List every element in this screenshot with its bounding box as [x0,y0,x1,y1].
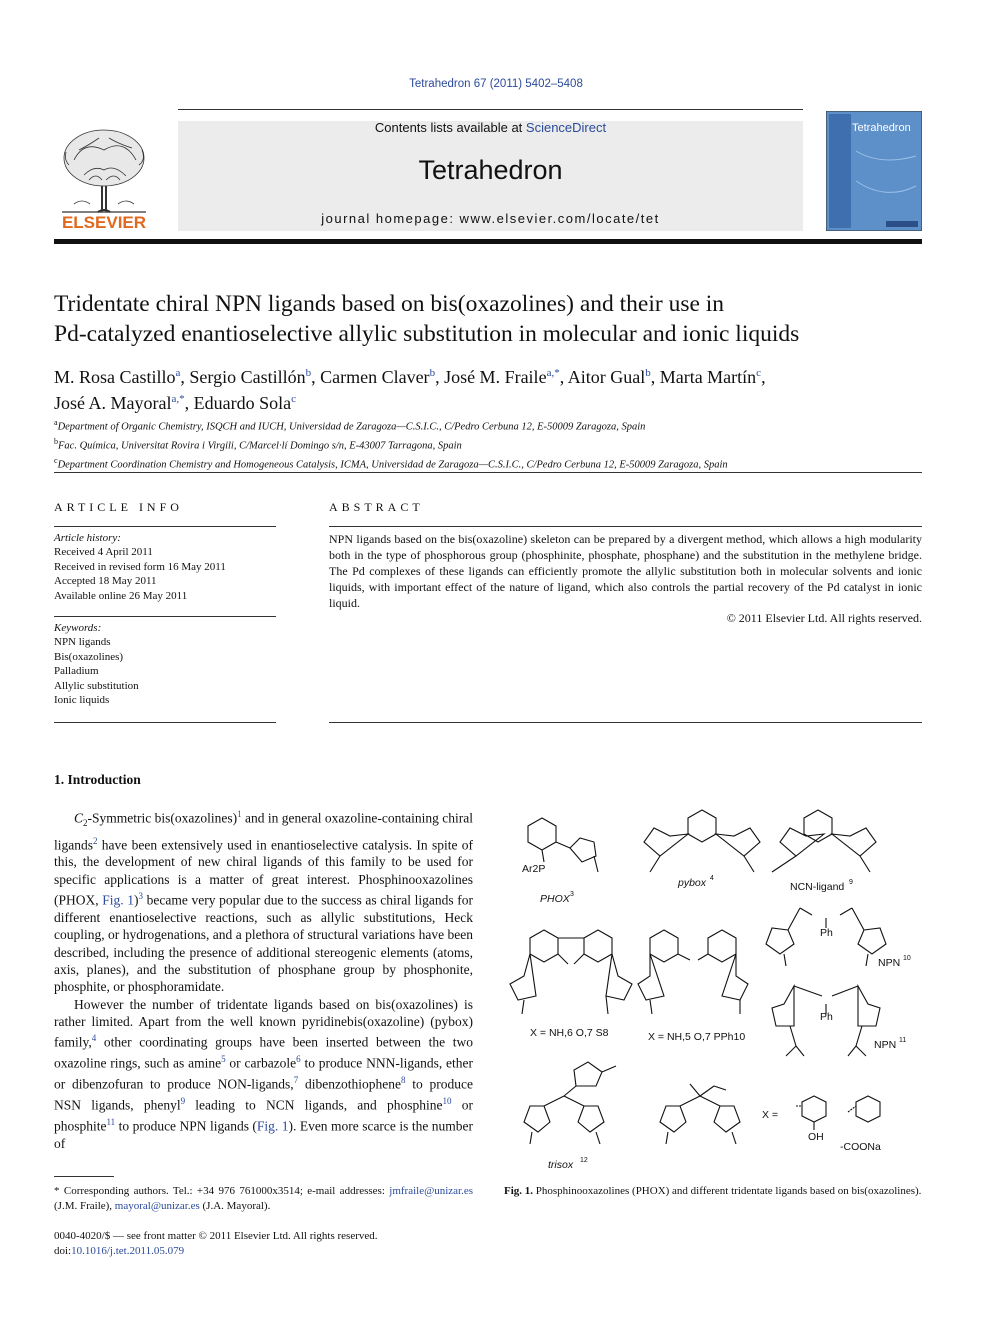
elsevier-logo [54,120,154,232]
article-info-rule [54,722,276,723]
figure-1-structures[interactable] [504,800,922,1175]
figure-caption-label: Fig. 1. [504,1185,534,1197]
diphenyl-x-structure [638,930,748,1014]
issn-block [54,1229,473,1258]
trisox-structure [524,1062,616,1144]
fig-label-phox: PHOX [540,893,570,905]
history-label: Article history: [54,532,121,544]
keyword-item: Allylic substitution [54,679,139,692]
pyridine-substituent [848,1096,880,1122]
fig-ref-pybox: 4 [710,875,714,882]
fig-label-x-eq: X = [762,1109,779,1121]
fig-label-npn11: NPN [874,1039,897,1051]
title-line: Tridentate chiral NPN ligands based on bis(oxazolines) and their use in [54,291,725,317]
keyword-item: Ionic liquids [54,694,110,707]
author-affil-sup[interactable]: a [175,367,181,379]
ref-link[interactable]: 9 [180,1095,186,1106]
keyword-item: NPN ligands [54,636,111,649]
affiliation-item [54,454,934,473]
author-name[interactable]: Marta Martín [659,367,757,387]
elsevier-tree-icon [62,130,146,212]
fig-label-x-options-2: X = NH,5 O,7 PPh10 [648,1031,746,1043]
author-name[interactable]: Aitor Gual [567,367,646,387]
author-affil-sup[interactable]: a,* [171,393,185,405]
cover-title: Tetrahedron [852,122,911,134]
author-name[interactable]: José M. Fraile [444,367,547,387]
header-bottom-rule [54,239,922,244]
fig-label-ph: Ph [820,927,833,939]
fig-ref-phox: 3 [570,891,574,898]
fig-label-pybox: pybox [678,877,707,889]
ref-link[interactable]: 1 [237,809,242,819]
phenol-substituent [796,1096,826,1130]
fig-label-npn10: NPN [878,957,901,969]
affiliation-item [54,416,934,435]
author-affil-sup[interactable]: b [429,367,436,379]
fig-ref-link[interactable]: Fig. 1 [256,1118,289,1134]
fig-ref-npn11: 11 [899,1037,907,1044]
sciencedirect-link[interactable]: ScienceDirect [525,120,607,135]
ref-link[interactable]: 3 [138,891,144,902]
fig-label-trisox: trisox [548,1159,574,1171]
abstract-rule [329,526,922,527]
author-name[interactable]: Eduardo Sola [193,393,292,413]
header-top-rule [178,109,803,110]
ref-link[interactable]: 10 [442,1095,452,1106]
fig-label-ph: Ph [820,1011,833,1023]
ref-link[interactable]: 2 [93,835,98,846]
fig-ref-npn10: 10 [903,955,911,962]
elsevier-wordmark: ELSEVIER [61,213,147,232]
issn-line: 0040-4020/$ — see front matter © 2011 Elsevier Ltd. All rights reserved. [54,1230,378,1242]
contents-prefix: Contents lists available at [374,120,526,135]
journal-name: Tetrahedron [418,155,563,185]
history-item: Accepted 18 May 2011 [54,575,157,588]
abstract-heading: ABSTRACT [329,500,424,514]
keyword-list [54,621,276,707]
abstract-text: NPN ligands based on the bis(oxazoline) skeleton can be prepared by a divergent method, which allows a high modularity both in the type of phosphorous group (phosphinite, phosphate, phosphane) and the substitution in the methylene bridge. The Pd complexes of these ligands can efficiently promote the allylic substitution both in molecular solvents and ionic liquids, with important effect of the nature of ligand, which also controls the partial recovery of the Pd catalyst in ionic liquid. [329,532,922,611]
article-title [54,289,934,349]
fig-label-x-options-1: X = NH,6 O,7 S8 [530,1027,609,1039]
author-list: M. Rosa Castillo$^a$, Sergio Castillón$^b$, Carmen Claver$^b$, José M. Fraile$^{a,*}$, Aitor Gual$^b$, Marta Martín$^c$, José A. Mayoral$^{a,*}$, Eduardo Sola$^c$ [54,367,766,413]
section-heading-introduction: 1. Introduction [54,772,141,787]
keyword-item: Palladium [54,665,99,678]
doi-link[interactable]: 10.1016/j.tet.2011.05.079 [71,1244,185,1257]
abstract-copyright: © 2011 Elsevier Ltd. All rights reserved. [726,611,922,625]
title-line: Pd-catalyzed enantioselective allylic substitution in molecular and ionic liquids [54,321,800,347]
fig-label-ar2p: Ar2P [522,863,546,875]
x-linker-structure [660,1084,740,1144]
email-link[interactable]: jmfraile@unizar.es [389,1185,474,1197]
article-info-rule [54,526,276,527]
keywords-label: Keywords: [54,622,102,634]
fig-label-oh: OH [808,1131,824,1143]
intro-paragraph: However the number of tridentate ligands based on bis(oxazolines) is rather limited. Apart from the well known pyridinebis(oxazoline) (pybox) family,$^4$ other coordinating groups have been inserted between the two oxazoline rings, such as amine$^5$ or carbazole$^6$ to produce NNN-ligands, ether or dibenzofuran to produce NON-ligands,$^7$ dibenzothiophene$^8$ to produce NSN ligands, phenyl$^9$ leading to NCN ligands, and phosphine$^{10}$ or phosphite$^{11}$ to produce NPN ligands (Fig. 1). Even more scarce is the number of [54,996,474,1151]
ref-link[interactable]: 4 [91,1033,97,1044]
journal-homepage[interactable]: journal homepage: www.elsevier.com/locate/tet [321,211,660,226]
ncn-ligand-structure [772,810,876,872]
history-item: Received 4 April 2011 [54,546,153,559]
c2-symbol: C [74,810,84,826]
author-name[interactable]: Sergio Castillón [189,367,306,387]
affiliation-item [54,435,934,454]
keyword-item: Bis(oxazolines) [54,650,124,663]
doi-line: doi:10.1016/j.tet.2011.05.079 [54,1244,185,1257]
pybox-structure [644,810,760,872]
author-affil-sup[interactable]: c [291,393,296,405]
fig-ref-trisox: 12 [580,1157,588,1164]
history-item: Available online 26 May 2011 [54,589,188,602]
author-affil-sup[interactable]: a,* [546,367,560,379]
affiliation-sup: c [54,456,58,465]
affiliation-rule [54,472,922,473]
figure-1-caption [504,1184,922,1199]
affiliation-text: Department Coordination Chemistry and Homogeneous Catalysis, ICMA, Universidad de Zaragoza—C.S.I.C., C/Pedro Cerbuna 12, E-50009 Zaragoza, Spain [57,459,728,471]
ref-link[interactable]: 11 [106,1116,116,1127]
author-name[interactable]: M. Rosa Castillo [54,367,176,387]
introduction-body [54,806,473,1152]
history-item: Received in revised form 16 May 2011 [54,560,226,573]
ref-link[interactable]: 8 [400,1075,406,1085]
article-info-heading: ARTICLE INFO [54,500,183,514]
affiliation-text: Fac. Química, Universitat Rovira i Virgili, C/Marcel·lí Domingo s/n, E-43007 Tarragona, Spain [58,440,462,452]
ref-link[interactable]: 7 [293,1075,299,1085]
journal-cover-thumbnail[interactable] [826,111,922,231]
article-history [54,531,276,603]
corresponding-author-footnote: * Corresponding authors. Tel.: +34 976 761000x3514; e-mail addresses: jmfraile@unizar.es (J.M. Fraile), mayoral@unizar.es (J.A. Mayoral). [54,1185,474,1212]
affiliation-sup: a [54,418,58,427]
figure-caption-text: Phosphinooxazolines (PHOX) and different tridentate ligands based on bis(oxazolines). [533,1185,922,1197]
author-name[interactable]: Carmen Claver [320,367,430,387]
affiliation-list [54,416,934,473]
author-affil-sup[interactable]: b [305,367,312,379]
fig-ref-link[interactable]: Fig. 1 [102,892,135,908]
contents-line [178,120,803,135]
intro-paragraph: $C_2$-Symmetric bis(oxazolines)$^1$ and in general oxazoline-containing chiral ligands$^2$ have been extensively used in enantioselective catalysis. In spite of this, the development of new chiral ligands of this family to be used for specific applications is a matter of great interest. Phosphinooxazolines (PHOX, Fig. 1)$^3$ became very popular due to the success as chiral ligands for different enantioselective reactions, such as allylic substitutions, Heck coupling, or hydrogenations, and a plethora of structural variations have been described, including the presence of additional stereogenic elements (atoms, axis, planes), and the substitution of phosphane group by phosphonite, phosphite, or phosphoramidate. [54,809,473,995]
fig-ref-ncn: 9 [849,879,853,886]
author-affil-sup[interactable]: b [645,367,651,379]
author-affil-sup[interactable]: c [756,367,762,379]
journal-citation[interactable]: Tetrahedron 67 (2011) 5402–5408 [409,78,583,90]
article-info-rule [54,616,276,617]
affiliation-text: Department of Organic Chemistry, ISQCH and IUCH, Universidad de Zaragoza—C.S.I.C., C/Pedro Cerbuna 12, E-50009 Zaragoza, Spain [57,421,646,433]
author-name[interactable]: José A. Mayoral [54,393,172,413]
ref-link[interactable]: 6 [296,1054,301,1065]
fig-label-coona: -COONa [840,1141,881,1153]
fig-label-ncn: NCN-ligand [790,881,845,893]
ref-link[interactable]: 5 [221,1054,226,1065]
affiliation-sup: b [54,437,58,446]
email-link[interactable]: mayoral@unizar.es [114,1199,200,1212]
footnote-rule [54,1176,114,1177]
abstract-rule [329,722,922,723]
dibenzo-x-structure [510,930,632,1014]
